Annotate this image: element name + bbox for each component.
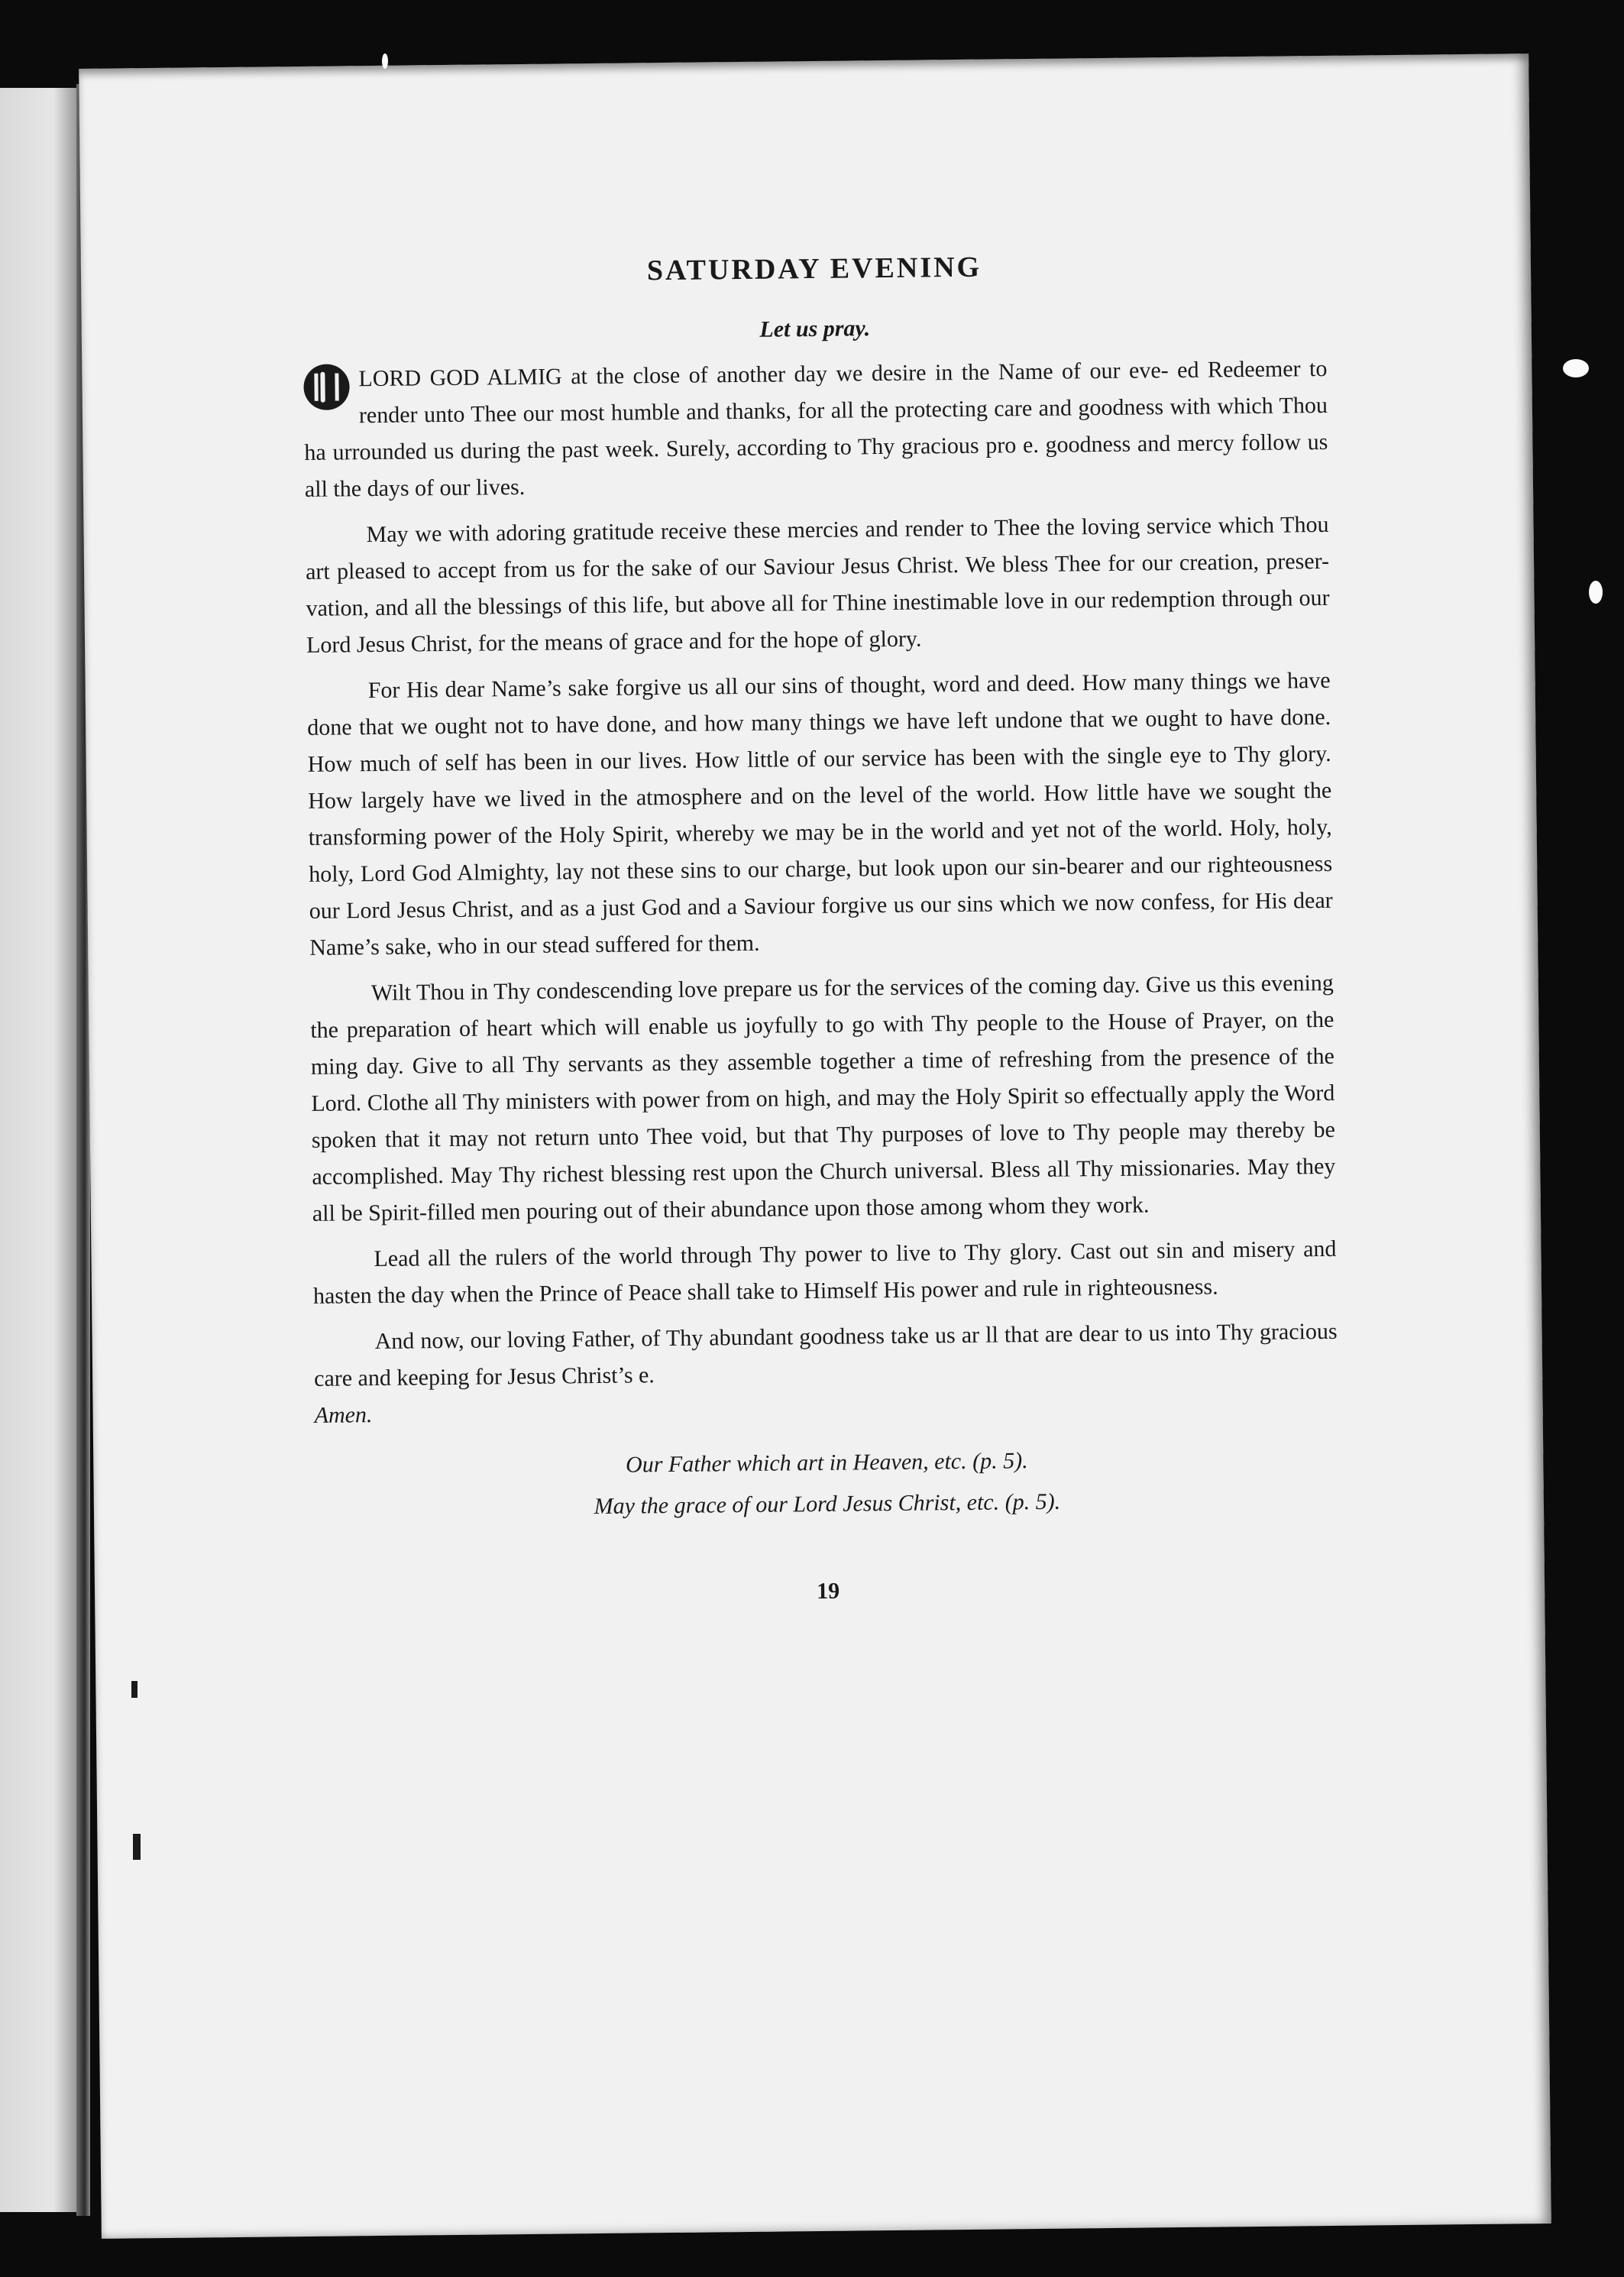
prayer-paragraph-1: LORD GOD ALMIG at the close of another day we desire in the Name of our eve- ed Redeemer to render unto Thee our most humble and thanks, for all the protecting care and goodness with which Thou ha urrounded us during the past week. Surely, according to Thy gracious pro e. goodness and mercy follow us all the days of our lives.: [304, 355, 1328, 502]
closing-line-grace: May the grace of our Lord Jesus Christ, etc. (p. 5).: [594, 1488, 1061, 1520]
amen-text: Amen.: [314, 1402, 373, 1428]
page-title: SATURDAY EVENING: [646, 251, 982, 287]
prayer-paragraph-6: And now, our loving Father, of Thy abundant goodness take us ar ll that are dear to us into Thy gracious care and keeping for Jesus Christ’s e. Amen.: [313, 1318, 1338, 1428]
facing-page-edge: [0, 88, 76, 2212]
prayer-paragraph-4: Wilt Thou in Thy condescending love prepare us for the services of the coming day. Give us this evening the preparation of heart which will enable us joyfully to go with Thy people to the House of Prayer, on the ming day. Give to all Thy servants as they assemble together a time of refreshing from the presence of the Lord. Clothe all Thy ministers with power from on high, and may the Holy Spirit so effectually apply the Word spoken that it may not return unto Thee void, but that Thy purposes of love to Thy people may thereby be accomplished. May Thy richest blessing rest upon the Church universal. Bless all Thy missionaries. May they all be Spirit-filled men pouring out of their abundance upon those among whom they work.: [310, 970, 1336, 1226]
page-number: 19: [816, 1578, 840, 1605]
dust-speck-icon: [1589, 581, 1603, 604]
prayer-paragraph-3: For His dear Name’s sake forgive us all our sins of thought, word and deed. How many things we have done that we ought not to have done, and how many things we have left undone that we ought to have done. How much of self has been in our lives. How little of our service has been with the single eye to Thy glory. How largely have we lived in the atmosphere and on the level of the world. How little have we sought the transforming power of the Holy Spirit, whereby we may be in the world and yet not of the world. Holy, holy, holy, Lord God Almighty, lay not these sins to our charge, but look upon our sin-bearer and our righteousness our Lord Jesus Christ, and as a just God and a Saviour forgive us our sins which we now confess, for His dear Name’s sake, who in our stead suffered for them.: [307, 667, 1333, 960]
closing-lines: [315, 1437, 1339, 1530]
margin-mark: [133, 1834, 141, 1860]
closing-line-lords-prayer: Our Father which art in Heaven, etc. (p. 5).: [625, 1448, 1028, 1478]
dust-speck-icon: [382, 53, 388, 69]
ornamental-initial-o-icon: [303, 364, 350, 410]
dust-speck-icon: [1563, 359, 1589, 377]
page-text: [302, 247, 1340, 1610]
book-page: [79, 53, 1551, 2239]
invitation-line: Let us pray.: [759, 316, 871, 342]
prayer-paragraph-5: Lead all the rulers of the world through Thy power to live to Thy glory. Cast out sin and misery and hasten the day when the Prince of Peace shall take to Himself His power and rule in righteousness.: [312, 1236, 1337, 1309]
prayer-paragraph-2: May we with adoring gratitude receive these mercies and render to Thee the loving service which Thou art pleased to accept from us for the sake of our Saviour Jesus Christ. We bless Thee for our creation, preser-vation, and all the blessings of this life, but above all for Thine inestimable love in our redemption through our Lord Jesus Christ, for the means of grace and for the hope of glory.: [305, 511, 1330, 658]
margin-mark: [131, 1681, 137, 1698]
